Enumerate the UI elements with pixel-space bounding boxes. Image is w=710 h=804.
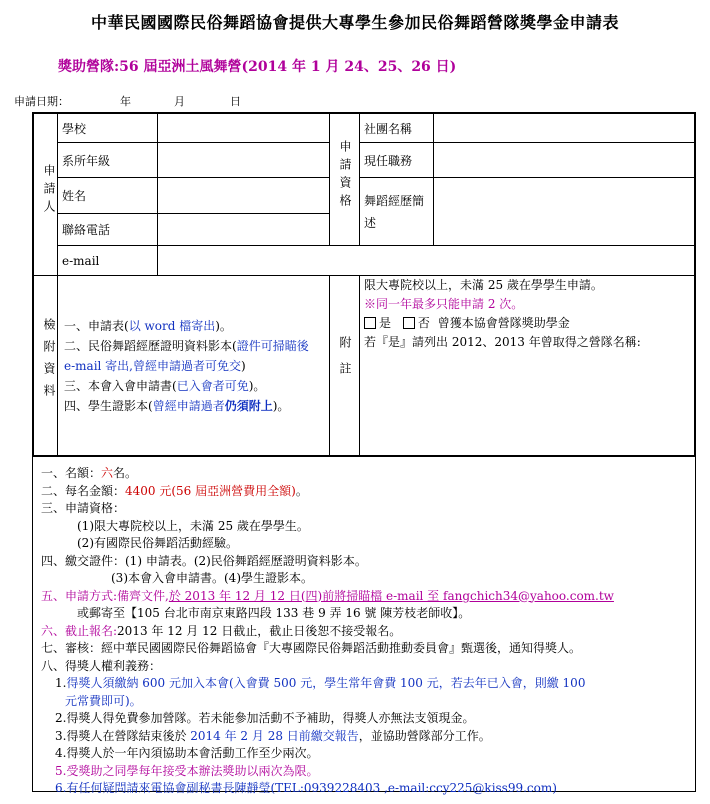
note-list-camps: 若『是』請列出 2012、2013 年曾取得之營隊名稱: bbox=[364, 335, 641, 349]
school-field[interactable] bbox=[158, 114, 330, 143]
note-prior-award: 是 否 曾獲本協會營隊獎助學金 bbox=[364, 314, 690, 333]
email-label: e-mail bbox=[58, 246, 158, 276]
info-right-1: 1.得獎人須繳納 600 元加入本會(入會費 500 元，學生常年會費 100 元，若去年已入會，則繳 100 bbox=[55, 676, 586, 690]
department-label: 系所年級 bbox=[58, 143, 158, 178]
name-field[interactable] bbox=[158, 178, 330, 214]
info-right-1-cont: 元常費即可)。 bbox=[65, 693, 142, 708]
form-subtitle: 獎助營隊:56 屆亞洲土風舞營(2014 年 1 月 24、25、26 日) bbox=[58, 59, 457, 75]
club-name-label: 社團名稱 bbox=[360, 114, 434, 143]
application-table bbox=[32, 112, 696, 457]
school-label: 學校 bbox=[58, 114, 158, 143]
department-field[interactable] bbox=[158, 143, 330, 178]
info-amount: 二、每名金額：4400 元(56 屆亞洲營費用全額)。 bbox=[41, 483, 308, 498]
info-section bbox=[32, 455, 696, 795]
position-label: 現任職務 bbox=[360, 143, 434, 178]
phone-field[interactable] bbox=[158, 214, 330, 246]
info-documents-1: 四、繳交證件：(1) 申請表。(2)民俗舞蹈經歷證明資料影本。 bbox=[41, 553, 367, 568]
form-title: 中華民國國際民俗舞蹈協會提供大專學生參加民俗舞蹈營隊獎學金申請表 bbox=[90, 13, 619, 32]
info-right-5: 5.受獎助之同學每年接受本辦法獎助以兩次為限。 bbox=[55, 763, 319, 778]
info-quota: 一、名額：六名。 bbox=[41, 466, 138, 480]
doc-item-3: 三、本會入會申請書(已入會者可免)。 bbox=[64, 378, 266, 393]
info-method-mail: 或郵寄至【105 台北市南京東路四段 133 巷 9 弄 16 號 陳芳枝老師收】。 bbox=[77, 606, 471, 620]
info-review: 七、審核：經中華民國國際民俗舞蹈協會『大專國際民俗舞蹈活動推動委員會』甄選後，通知得獎人。 bbox=[41, 641, 582, 655]
dance-experience-field[interactable] bbox=[434, 178, 695, 246]
note-age-limit: 限大專院校以上，未滿 25 歲在學學生申請。 bbox=[364, 278, 603, 292]
info-deadline: 六、截止報名:2013 年 12 月 12 日截止，截止日後恕不接受報名。 bbox=[41, 623, 402, 638]
info-requirement-2: (2)有國際民俗舞蹈活動經驗。 bbox=[77, 536, 238, 550]
documents-group-label: 檢附資料 bbox=[34, 276, 58, 456]
notes-group-label: 附註 bbox=[330, 276, 360, 456]
info-right-6: 6.有任何疑問請來電協會副秘書長陳靜瑩(TEL:0939228403 ,e-mail:ccy225@kiss99.com) bbox=[55, 781, 557, 795]
qualification-group-label: 申請資格 bbox=[330, 114, 360, 246]
email-field[interactable] bbox=[158, 246, 695, 276]
note-max-times: ※同一年最多只能申請 2 次。 bbox=[364, 297, 524, 311]
info-requirement-1: (1)限大專院校以上，未滿 25 歲在學學生。 bbox=[77, 518, 309, 533]
info-right-3: 3.得獎人在營隊結束後於 2014 年 2 月 28 日前繳交報告，並協助營隊部分工作。 bbox=[55, 728, 491, 743]
date-month: 月 bbox=[174, 95, 185, 108]
doc-item-2: 二、民俗舞蹈經歷證明資料影本(證件可掃瞄後 e-mail 寄出,曾經申請過者可免交) bbox=[64, 338, 309, 373]
date-label: 申請日期： bbox=[14, 95, 69, 108]
no-checkbox[interactable] bbox=[403, 317, 415, 329]
info-method: 五、申請方式:備齊文件,於 2013 年 12 月 12 日(四)前將掃瞄檔 e-mail 至 fangchich34@yahoo.com.tw bbox=[41, 588, 614, 603]
info-right-2: 2.得獎人得免費參加營隊。若未能參加活動不予補助，得獎人亦無法支領現金。 bbox=[55, 711, 475, 725]
applicant-group-label: 申請人 bbox=[34, 114, 58, 276]
dance-experience-label: 舞蹈經歷簡述 bbox=[360, 178, 434, 246]
position-field[interactable] bbox=[434, 143, 695, 178]
documents-list bbox=[58, 276, 330, 456]
application-date bbox=[14, 93, 241, 109]
info-rights-title: 八、得獎人權利義務： bbox=[41, 658, 162, 673]
doc-item-1: 一、申請表(以 word 檔寄出)。 bbox=[64, 318, 232, 333]
phone-label: 聯絡電話 bbox=[58, 214, 158, 246]
yes-checkbox[interactable] bbox=[364, 317, 376, 329]
info-requirements-title: 三、申請資格： bbox=[41, 501, 126, 515]
doc-item-4: 四、學生證影本(曾經申請過者仍須附上)。 bbox=[64, 398, 290, 413]
notes-content bbox=[360, 276, 695, 456]
info-right-4: 4.得獎人於一年內須協助本會活動工作至少兩次。 bbox=[55, 746, 319, 760]
date-day: 日 bbox=[230, 95, 241, 108]
club-name-field[interactable] bbox=[434, 114, 695, 143]
name-label: 姓名 bbox=[58, 178, 158, 214]
info-documents-2: (3)本會入會申請書。(4)學生證影本。 bbox=[111, 571, 313, 585]
date-year: 年 bbox=[120, 95, 131, 108]
